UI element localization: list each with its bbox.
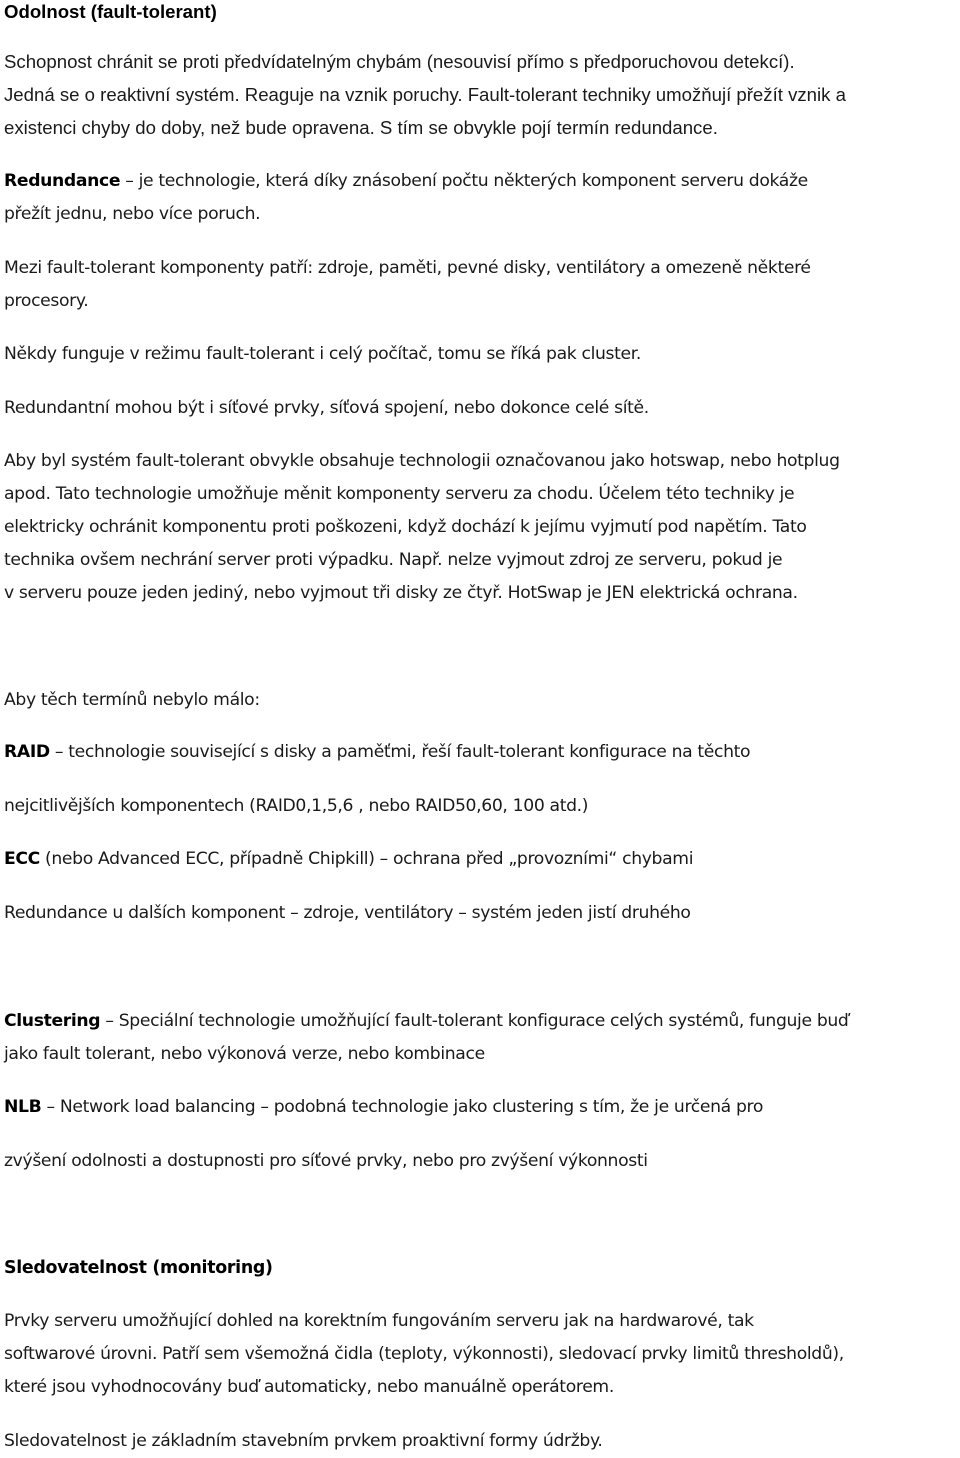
paragraph-nlb (4, 1091, 956, 1124)
paragraph-components (4, 252, 956, 318)
text-line: elektricky ochránit komponentu proti poškozeni, když dochází k jejímu vyjmutí pod napětím. Tato (4, 517, 807, 537)
text-line: Někdy funguje v režimu fault-tolerant i celý počítač, tomu se říká pak cluster. (4, 344, 642, 364)
text-line: jako fault tolerant, nebo výkonová verze, nebo kombinace (4, 1044, 485, 1064)
paragraph-raid-continued (4, 790, 956, 823)
paragraph-proactive (4, 1425, 956, 1458)
text-line (4, 736, 956, 769)
text-line: existenci chyby do doby, než bude opravena. S tím se obvykle pojí termín redundance. (4, 117, 718, 138)
paragraph-intro (4, 45, 956, 144)
text-line (4, 1091, 956, 1124)
text-line: Aby těch termínů nebylo málo: (4, 690, 260, 710)
paragraph-clustering (4, 1005, 956, 1071)
paragraph-terms-intro (4, 684, 956, 717)
term-ecc: ECC (4, 849, 40, 869)
text-line (4, 165, 956, 198)
paragraph-redundance-other (4, 897, 956, 930)
text-line: Aby byl systém fault-tolerant obvykle obsahuje technologii označovanou jako hotswap, nebo hotplug (4, 451, 840, 471)
heading-text: Sledovatelnost (monitoring) (4, 1258, 273, 1278)
paragraph-raid (4, 736, 956, 769)
text-line: Jedná se o reaktivní systém. Reaguje na vznik poruchy. Fault-tolerant techniky umožňují přežít vznik a (4, 84, 846, 105)
definition-text: – je technologie, která díky znásobení počtu některých komponent serveru dokáže (120, 171, 808, 191)
term-clustering: Clustering (4, 1011, 101, 1031)
text-line: Mezi fault-tolerant komponenty patří: zdroje, paměti, pevné disky, ventilátory a omezeně některé (4, 258, 811, 278)
section-heading-monitoring (4, 1256, 956, 1280)
text-line: Prvky serveru umožňující dohled na korektním fungováním serveru jak na hardwarové, tak (4, 1311, 754, 1331)
text-line: zvýšení odolnosti a dostupnosti pro síťové prvky, nebo pro zvýšení výkonnosti (4, 1151, 648, 1171)
paragraph-network (4, 392, 956, 425)
heading-text: Odolnost (fault-tolerant) (4, 1, 217, 22)
paragraph-monitoring (4, 1305, 956, 1404)
text-line: Redundantní mohou být i síťové prvky, síťová spojení, nebo dokonce celé sítě. (4, 398, 649, 418)
term-raid: RAID (4, 742, 50, 762)
definition-text: (nebo Advanced ECC, případně Chipkill) – ochrana před „provozními“ chybami (39, 849, 694, 869)
term-redundance: Redundance (4, 171, 121, 191)
text-line: softwarové úrovni. Patří sem všemožná čidla (teploty, výkonnosti), sledovací prvky limitů thresholdů), (4, 1344, 844, 1364)
text-line: technika ovšem nechrání server proti výpadku. Např. nelze vyjmout zdroj ze serveru, pokud je (4, 550, 783, 570)
paragraph-cluster (4, 338, 956, 371)
definition-text: – technologie související s disky a paměťmi, řeší fault-tolerant konfigurace na těchto (49, 742, 751, 762)
text-line: Sledovatelnost je základním stavebním prvkem proaktivní formy údržby. (4, 1431, 603, 1451)
text-line: Redundance u dalších komponent – zdroje, ventilátory – systém jeden jistí druhého (4, 903, 691, 923)
text-line: apod. Tato technologie umožňuje měnit komponenty serveru za chodu. Účelem této techniky je (4, 484, 795, 504)
text-line: přežít jednu, nebo více poruch. (4, 204, 261, 224)
text-line: které jsou vyhodnocovány buď automaticky, nebo manuálně operátorem. (4, 1377, 614, 1397)
section-heading-odolnost (4, 0, 956, 24)
paragraph-hotswap (4, 445, 956, 610)
text-line (4, 843, 956, 876)
text-line: nejcitlivějších komponentech (RAID0,1,5,6 , nebo RAID50,60, 100 atd.) (4, 796, 589, 816)
text-line: v serveru pouze jeden jediný, nebo vyjmout tři disky ze čtyř. HotSwap je JEN elektrická ochrana. (4, 583, 798, 603)
definition-text: – Network load balancing – podobná technologie jako clustering s tím, že je určená pro (41, 1097, 764, 1117)
paragraph-nlb-continued (4, 1145, 956, 1178)
text-line: Schopnost chránit se proti předvídatelným chybám (nesouvisí přímo s předporuchovou detekcí). (4, 51, 795, 72)
definition-text: – Speciální technologie umožňující fault-tolerant konfigurace celých systémů, funguje buď (100, 1011, 849, 1031)
paragraph-redundance (4, 165, 956, 231)
term-nlb: NLB (4, 1097, 42, 1117)
text-line: procesory. (4, 291, 89, 311)
paragraph-ecc (4, 843, 956, 876)
text-line (4, 1005, 956, 1038)
